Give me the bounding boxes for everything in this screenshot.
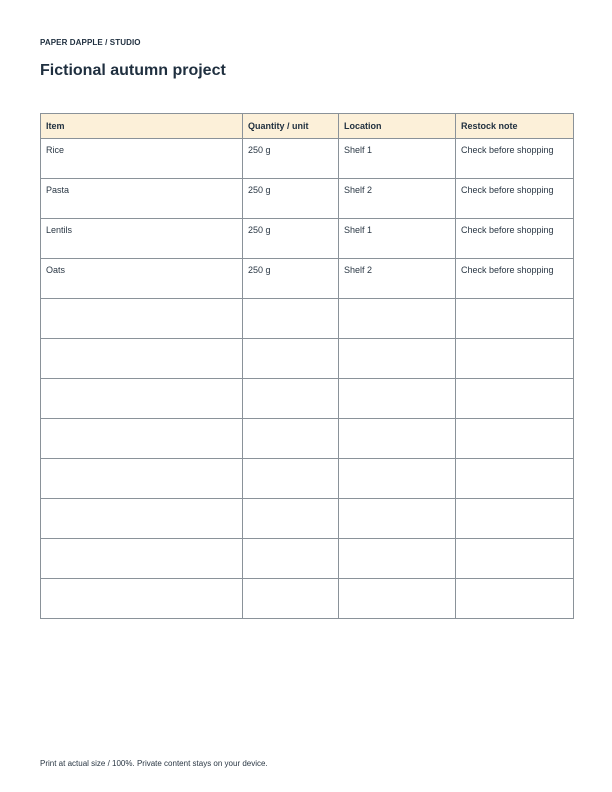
cell-quantity: 250 g bbox=[243, 259, 339, 299]
cell-quantity bbox=[243, 499, 339, 539]
cell-item bbox=[41, 539, 243, 579]
cell-restock-note bbox=[456, 419, 574, 459]
cell-location bbox=[339, 579, 456, 619]
cell-restock-note bbox=[456, 379, 574, 419]
footer-note: Print at actual size / 100%. Private content stays on your device. bbox=[40, 759, 268, 768]
cell-item: Rice bbox=[41, 139, 243, 179]
cell-quantity bbox=[243, 379, 339, 419]
cell-item bbox=[41, 499, 243, 539]
cell-location bbox=[339, 539, 456, 579]
table-row bbox=[41, 499, 574, 539]
column-header-item: Item bbox=[41, 114, 243, 139]
cell-quantity: 250 g bbox=[243, 219, 339, 259]
cell-item: Lentils bbox=[41, 219, 243, 259]
cell-quantity: 250 g bbox=[243, 139, 339, 179]
cell-quantity bbox=[243, 419, 339, 459]
cell-restock-note: Check before shopping bbox=[456, 179, 574, 219]
cell-quantity bbox=[243, 299, 339, 339]
cell-location: Shelf 1 bbox=[339, 139, 456, 179]
cell-item bbox=[41, 339, 243, 379]
column-header-quantity: Quantity / unit bbox=[243, 114, 339, 139]
cell-restock-note: Check before shopping bbox=[456, 219, 574, 259]
column-header-restock-note: Restock note bbox=[456, 114, 574, 139]
cell-restock-note bbox=[456, 299, 574, 339]
cell-item bbox=[41, 299, 243, 339]
table-row bbox=[41, 339, 574, 379]
table-row bbox=[41, 419, 574, 459]
cell-location bbox=[339, 299, 456, 339]
cell-quantity bbox=[243, 459, 339, 499]
cell-item: Pasta bbox=[41, 179, 243, 219]
table-row bbox=[41, 299, 574, 339]
cell-item bbox=[41, 419, 243, 459]
cell-restock-note bbox=[456, 459, 574, 499]
cell-restock-note bbox=[456, 539, 574, 579]
cell-item bbox=[41, 579, 243, 619]
table-row bbox=[41, 219, 574, 259]
cell-restock-note bbox=[456, 499, 574, 539]
table-body bbox=[41, 139, 574, 619]
cell-location bbox=[339, 339, 456, 379]
cell-location: Shelf 1 bbox=[339, 219, 456, 259]
cell-quantity bbox=[243, 539, 339, 579]
cell-restock-note bbox=[456, 339, 574, 379]
cell-item bbox=[41, 459, 243, 499]
cell-location bbox=[339, 419, 456, 459]
column-header-location: Location bbox=[339, 114, 456, 139]
table-row bbox=[41, 539, 574, 579]
table-row bbox=[41, 379, 574, 419]
cell-location: Shelf 2 bbox=[339, 179, 456, 219]
page-title: Fictional autumn project bbox=[40, 62, 226, 79]
cell-location bbox=[339, 379, 456, 419]
cell-quantity: 250 g bbox=[243, 179, 339, 219]
table-row bbox=[41, 579, 574, 619]
cell-restock-note bbox=[456, 579, 574, 619]
cell-item bbox=[41, 379, 243, 419]
cell-restock-note: Check before shopping bbox=[456, 139, 574, 179]
table-header-row bbox=[41, 114, 574, 139]
cell-item: Oats bbox=[41, 259, 243, 299]
table-row bbox=[41, 259, 574, 299]
inventory-table bbox=[40, 113, 574, 619]
cell-location: Shelf 2 bbox=[339, 259, 456, 299]
table-row bbox=[41, 179, 574, 219]
cell-quantity bbox=[243, 339, 339, 379]
cell-restock-note: Check before shopping bbox=[456, 259, 574, 299]
table-row bbox=[41, 139, 574, 179]
cell-location bbox=[339, 499, 456, 539]
cell-location bbox=[339, 459, 456, 499]
table-row bbox=[41, 459, 574, 499]
cell-quantity bbox=[243, 579, 339, 619]
brand-label: PAPER DAPPLE / STUDIO bbox=[40, 38, 141, 47]
